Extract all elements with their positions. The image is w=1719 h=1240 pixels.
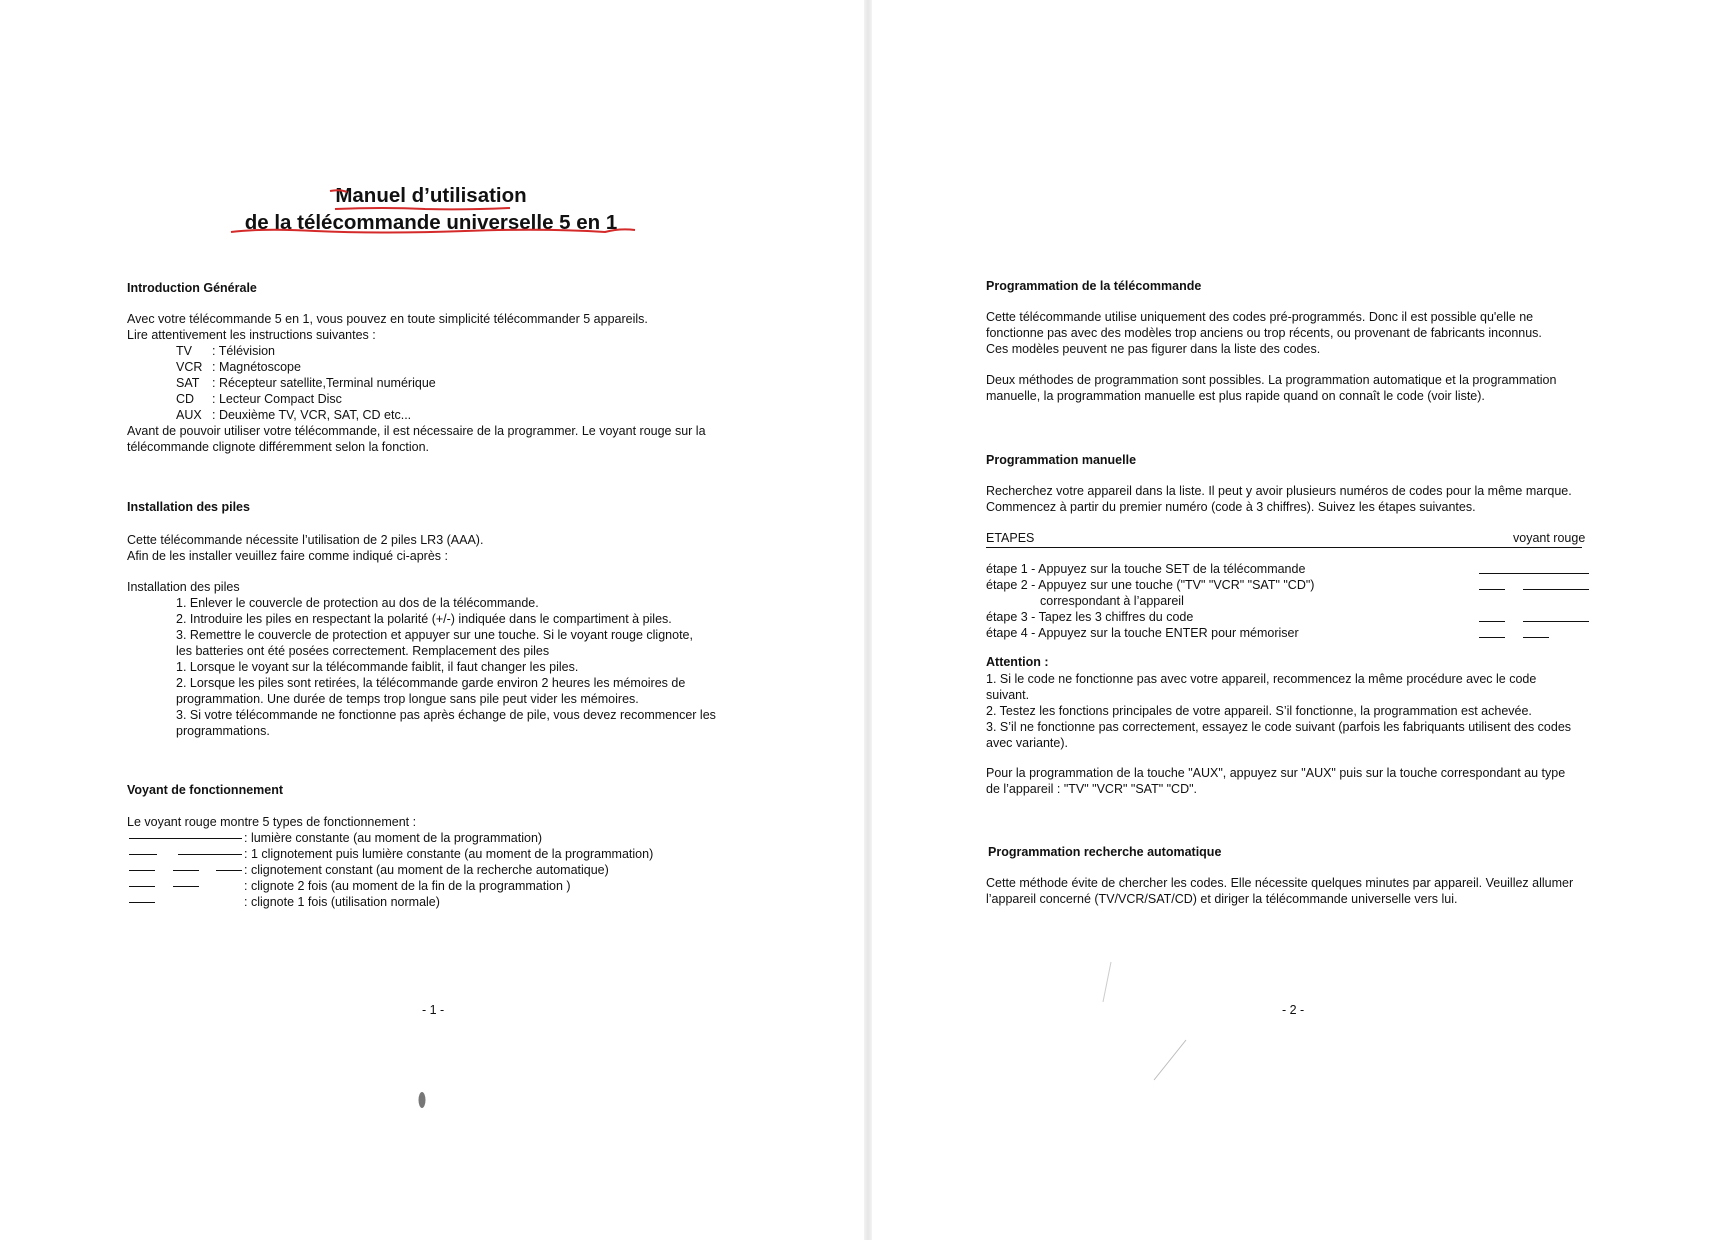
- piles-subheading: Installation des piles: [127, 580, 240, 594]
- scan-mark: [1097, 960, 1117, 1005]
- pattern-constant: [127, 830, 247, 846]
- piles-step: 2. Introduire les piles en respectant la polarité (+/-) indiquée dans le compartiment à piles.: [176, 612, 672, 626]
- device-item: [176, 343, 436, 359]
- page-number: - 1 -: [422, 1003, 445, 1017]
- auto-line: Cette méthode évite de chercher les codes. Elle nécessite quelques minutes par appareil. Veuillez allumer: [986, 876, 1574, 890]
- piles-heading: Installation des piles: [127, 500, 250, 514]
- attention-item: suivant.: [986, 688, 1030, 702]
- piles-step: 3. Si votre télécommande ne fonctionne pas après échange de pile, vous devez recommencer les: [176, 708, 716, 722]
- voyant-type: : 1 clignotement puis lumière constante (au moment de la programmation): [244, 847, 654, 861]
- voyant-type: : clignote 1 fois (utilisation normale): [244, 895, 440, 909]
- device-code: AUX: [176, 408, 202, 422]
- aux-paragraph: [986, 765, 1565, 797]
- etapes-column-header: ETAPES: [986, 531, 1035, 545]
- voyant-type: : clignotement constant (au moment de la recherche automatique): [244, 863, 609, 877]
- manuelle-heading: Programmation manuelle: [986, 453, 1137, 467]
- intro-line: Avant de pouvoir utiliser votre télécommande, il est nécessaire de la programmer. Le voyant rouge sur la: [127, 424, 706, 438]
- intro-heading: Introduction Générale: [127, 281, 257, 295]
- attention-item: 3. S’il ne fonctionne pas correctement, essayez le code suivant (parfois les fabriquants utilisent des codes: [986, 720, 1572, 734]
- device-label: : Récepteur satellite,Terminal numérique: [212, 376, 436, 390]
- manuelle-line: Commencez à partir du premier numéro (code à 3 chiffres). Suivez les étapes suivantes.: [986, 500, 1476, 514]
- etapes-voyant-patterns: [1479, 561, 1594, 641]
- attention-item: avec variante).: [986, 736, 1068, 750]
- title-line-2: de la télécommande universelle 5 en 1: [244, 211, 618, 234]
- auto-paragraph: [986, 875, 1573, 907]
- piles-steps: [176, 595, 716, 739]
- prog-line: Ces modèles peuvent ne pas figurer dans la liste des codes.: [986, 342, 1321, 356]
- pattern-two-blinks: [127, 878, 247, 894]
- auto-line: l’appareil concerné (TV/VCR/SAT/CD) et diriger la télécommande universelle vers lui.: [986, 892, 1458, 906]
- pattern-constant-blink: [127, 862, 247, 878]
- title-red-underline: [225, 188, 645, 238]
- prog-line: Cette télécommande utilise uniquement des codes pré-programmés. Donc il est possible qu'elle ne: [986, 310, 1534, 324]
- intro-line: télécommande clignote différemment selon la fonction.: [127, 440, 430, 454]
- device-label: : Deuxième TV, VCR, SAT, CD etc...: [212, 408, 412, 422]
- attention-list: [986, 671, 1571, 751]
- voyant-type: : clignote 2 fois (au moment de la fin de la programmation ): [244, 879, 571, 893]
- piles-line: Afin de les installer veuillez faire comme indiqué ci-après :: [127, 549, 448, 563]
- page-number: - 2 -: [1282, 1003, 1305, 1017]
- page-fold: [864, 0, 872, 1240]
- etapes-rule: [986, 547, 1582, 548]
- pattern-step-4: [1479, 625, 1594, 641]
- etape-step: étape 4 - Appuyez sur la touche ENTER pour mémoriser: [986, 626, 1299, 640]
- piles-step: 2. Lorsque les piles sont retirées, la télécommande garde environ 2 heures les mémoires de: [176, 676, 686, 690]
- piles-step: programmations.: [176, 724, 270, 738]
- device-label: : Lecteur Compact Disc: [212, 392, 342, 406]
- etape-step: étape 1 - Appuyez sur la touche SET de la télécommande: [986, 562, 1306, 576]
- prog-line: Deux méthodes de programmation sont possibles. La programmation automatique et la programmation: [986, 373, 1557, 387]
- pattern-step-1: [1479, 561, 1594, 577]
- piles-step: 1. Enlever le couvercle de protection au dos de la télécommande.: [176, 596, 539, 610]
- piles-text: [127, 532, 483, 564]
- voyant-patterns: [127, 830, 247, 910]
- attention-heading: Attention :: [986, 655, 1049, 669]
- prog-heading: Programmation de la télécommande: [986, 279, 1202, 293]
- voyant-intro: Le voyant rouge montre 5 types de fonctionnement :: [127, 815, 417, 829]
- device-code: VCR: [176, 360, 203, 374]
- device-code: SAT: [176, 376, 200, 390]
- pattern-one-blink-constant: [127, 846, 247, 862]
- aux-line: de l’appareil : "TV" "VCR" "SAT" "CD".: [986, 782, 1198, 796]
- pattern-step-3: [1479, 609, 1594, 625]
- prog-line: manuelle, la programmation manuelle est plus rapide quand on connaît le code (voir liste).: [986, 389, 1485, 403]
- device-label: : Télévision: [212, 344, 275, 358]
- device-item: [176, 407, 436, 423]
- pattern-one-blink: [127, 894, 247, 910]
- auto-heading: Programmation recherche automatique: [988, 845, 1222, 859]
- intro-after: [127, 423, 706, 455]
- title-line-1: Manuel d’utilisation: [335, 184, 527, 207]
- piles-step: 3. Remettre le couvercle de protection et appuyer sur une touche. Si le voyant rouge clignote,: [176, 628, 693, 642]
- prog-line: fonctionne pas avec des modèles trop anciens ou trop récents, ou provenant de fabricants inconnus.: [986, 326, 1542, 340]
- piles-step: 1. Lorsque le voyant sur la télécommande faiblit, il faut changer les piles.: [176, 660, 579, 674]
- prog-paragraph-1: [986, 309, 1542, 357]
- voyant-heading: Voyant de fonctionnement: [127, 783, 284, 797]
- prog-paragraph-2: [986, 372, 1556, 404]
- device-item: [176, 375, 436, 391]
- piles-step: les batteries ont été posées correctement. Remplacement des piles: [176, 644, 550, 658]
- device-label: : Magnétoscope: [212, 360, 301, 374]
- voyant-column-header: voyant rouge: [1513, 531, 1586, 545]
- device-item: [176, 391, 436, 407]
- intro-line: Lire attentivement les instructions suivantes :: [127, 328, 376, 342]
- intro-text: [127, 311, 648, 343]
- voyant-type: : lumière constante (au moment de la programmation): [244, 831, 543, 845]
- scan-mark: [1152, 1035, 1192, 1085]
- scan-smudge: [416, 1088, 428, 1112]
- intro-line: Avec votre télécommande 5 en 1, vous pouvez en toute simplicité télécommander 5 appareils.: [127, 312, 648, 326]
- manuelle-paragraph: [986, 483, 1572, 515]
- etape-step: correspondant à l’appareil: [1040, 594, 1184, 608]
- pattern-step-2: [1479, 577, 1594, 609]
- aux-line: Pour la programmation de la touche "AUX", appuyez sur "AUX" puis sur la touche correspondant au type: [986, 766, 1566, 780]
- etape-step: étape 3 - Tapez les 3 chiffres du code: [986, 610, 1194, 624]
- device-item: [176, 359, 436, 375]
- manuelle-line: Recherchez votre appareil dans la liste. Il peut y avoir plusieurs numéros de codes pour la même marque.: [986, 484, 1572, 498]
- etape-step: étape 2 - Appuyez sur une touche ("TV" "VCR" "SAT" "CD"): [986, 578, 1315, 592]
- page-2: [872, 0, 1719, 1240]
- piles-line: Cette télécommande nécessite l’utilisation de 2 piles LR3 (AAA).: [127, 533, 484, 547]
- piles-step: programmation. Une durée de temps trop longue sans pile peut vider les mémoires.: [176, 692, 639, 706]
- attention-item: 2. Testez les fonctions principales de votre appareil. S’il fonctionne, la programmation est achevée.: [986, 704, 1532, 718]
- attention-item: 1. Si le code ne fonctionne pas avec votre appareil, recommencez la même procédure avec le code: [986, 672, 1537, 686]
- device-list: [176, 343, 436, 423]
- device-code: TV: [176, 344, 192, 358]
- etapes-steps: [986, 561, 1314, 641]
- voyant-types: [244, 830, 653, 910]
- device-code: CD: [176, 392, 195, 406]
